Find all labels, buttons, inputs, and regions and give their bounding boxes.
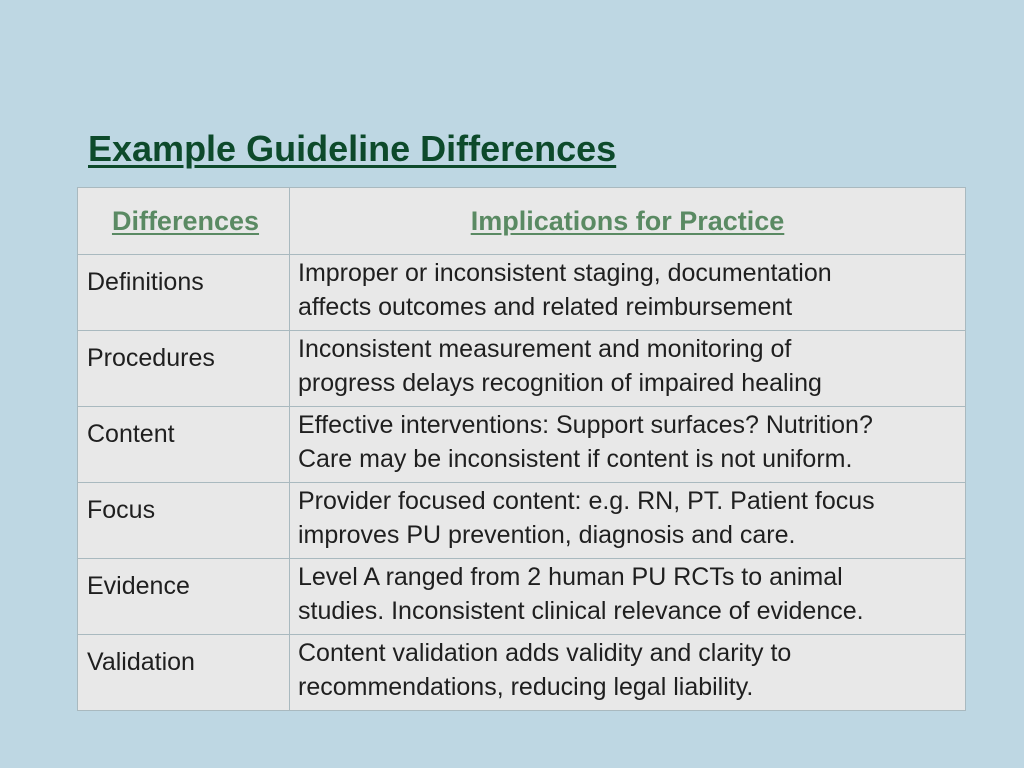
slide-title: Example Guideline Differences — [88, 128, 617, 169]
implication-text: Level A ranged from 2 human PU RCTs to animal studies. Inconsistent clinical relevance of evidence. — [298, 563, 864, 625]
difference-cell: Content — [78, 407, 290, 483]
implication-cell — [290, 255, 966, 331]
header-differences: Differences — [78, 188, 290, 255]
table-row — [78, 407, 966, 483]
difference-cell: Focus — [78, 483, 290, 559]
header-implications: Implications for Practice — [290, 188, 966, 255]
table-row — [78, 559, 966, 635]
implication-cell — [290, 331, 966, 407]
difference-cell: Procedures — [78, 331, 290, 407]
table-header-row — [78, 188, 966, 255]
implication-cell — [290, 407, 966, 483]
table-row — [78, 483, 966, 559]
table-row — [78, 255, 966, 331]
implication-text: Content validation adds validity and clarity to recommendations, reducing legal liability. — [298, 639, 792, 701]
implication-text: Inconsistent measurement and monitoring of progress delays recognition of impaired healing — [298, 335, 822, 397]
difference-cell: Validation — [78, 635, 290, 711]
implication-cell — [290, 559, 966, 635]
difference-cell: Evidence — [78, 559, 290, 635]
difference-cell: Definitions — [78, 255, 290, 331]
implication-text: Improper or inconsistent staging, documentation affects outcomes and related reimbursement — [298, 259, 832, 321]
guideline-differences-table — [77, 187, 966, 711]
implication-text: Effective interventions: Support surfaces? Nutrition? Care may be inconsistent if content is not uniform. — [298, 411, 873, 473]
implication-cell — [290, 483, 966, 559]
implication-cell — [290, 635, 966, 711]
table-row — [78, 331, 966, 407]
table-row — [78, 635, 966, 711]
implication-text: Provider focused content: e.g. RN, PT. Patient focus improves PU prevention, diagnosis and care. — [298, 487, 875, 549]
